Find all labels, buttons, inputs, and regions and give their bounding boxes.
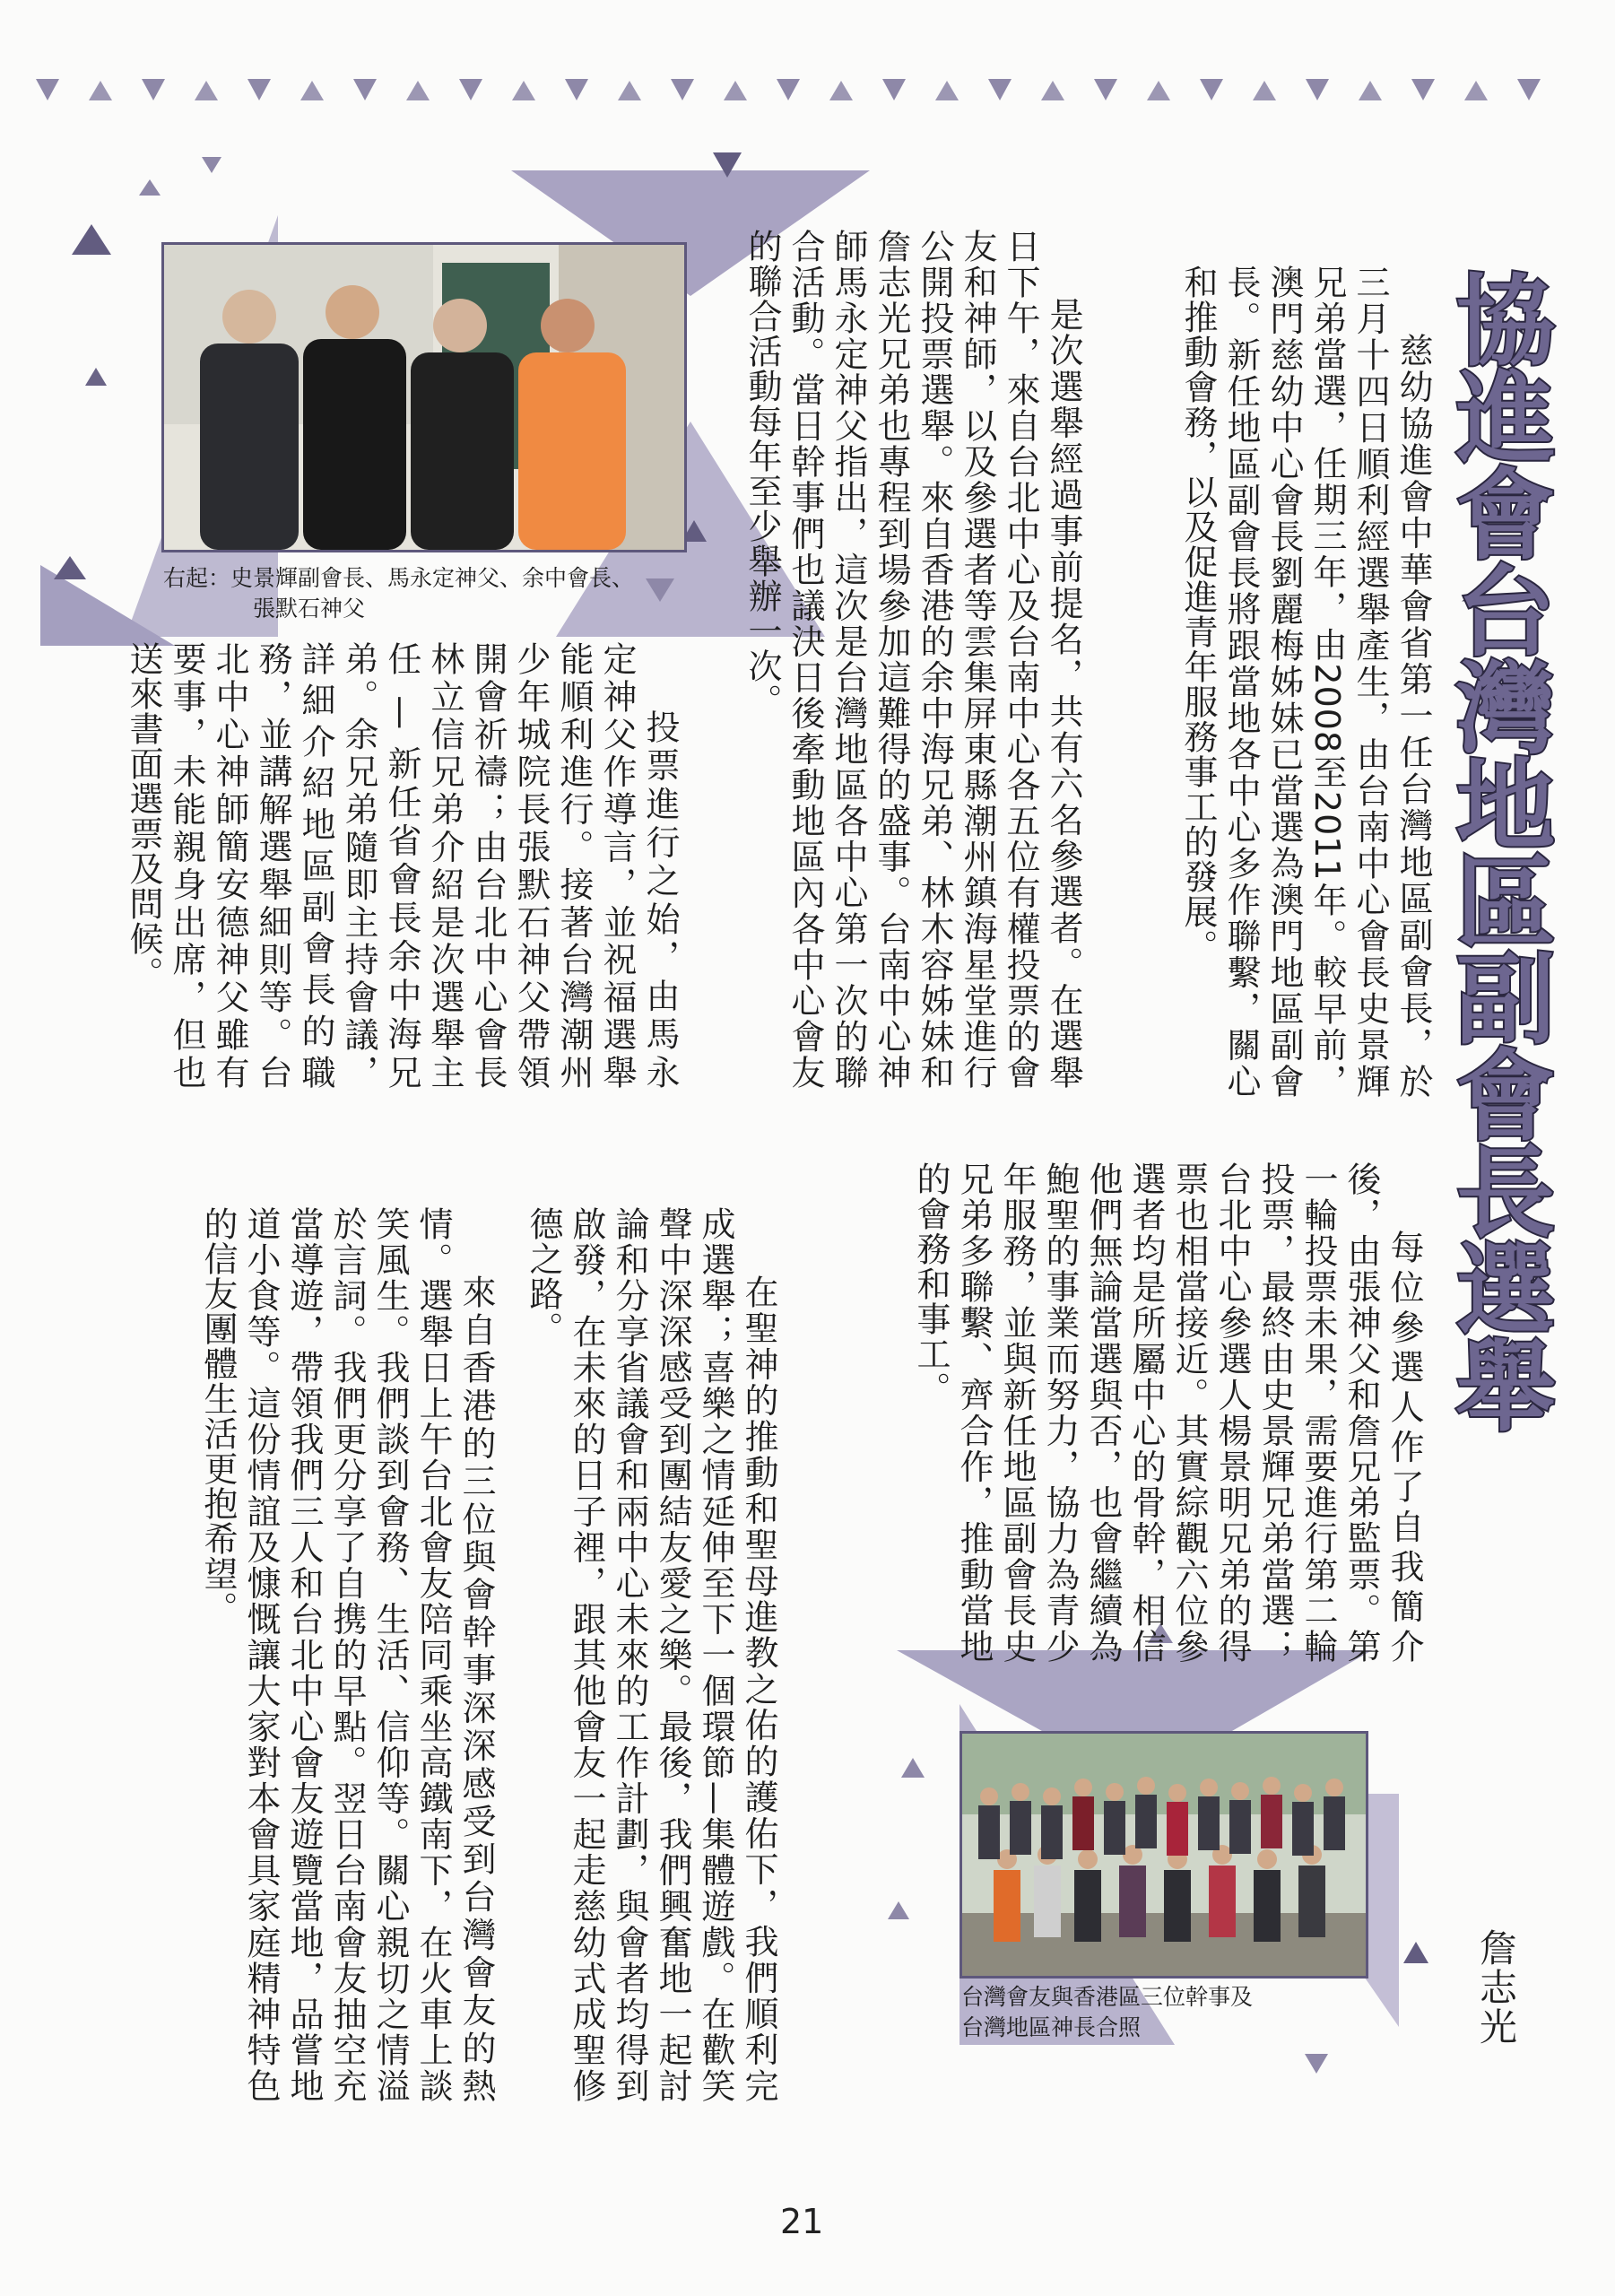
- border-triangle: [671, 79, 694, 100]
- border-triangle: [300, 81, 324, 100]
- border-triangle: [1359, 81, 1382, 100]
- border-triangle: [1464, 81, 1488, 100]
- triangle-border: [36, 79, 1578, 115]
- border-triangle: [777, 79, 800, 100]
- border-triangle: [829, 81, 853, 100]
- border-triangle: [512, 81, 535, 100]
- author-name: 詹志光: [1474, 1928, 1518, 2047]
- border-triangle: [1200, 79, 1223, 100]
- border-triangle: [195, 81, 218, 100]
- photo1-caption-line1: 右起：史景輝副會長、馬永定神父、余中會長、: [163, 565, 635, 591]
- photo2-caption-line1: 台灣會友與香港區三位幹事及: [961, 1984, 1254, 2010]
- text-block-bottom-middle: [511, 1206, 780, 2103]
- border-triangle: [988, 79, 1012, 100]
- text-block-top-left: [124, 641, 682, 1090]
- border-triangle: [89, 81, 112, 100]
- photo2-caption: [961, 1982, 1374, 2043]
- text-block-bottom-left: [166, 1206, 498, 2103]
- border-triangle: [1147, 81, 1170, 100]
- paragraph: 每位參選人作了自我簡介後，由張神父和詹兄弟監票。第一輪投票未果，需要進行第二輪投票，最終由史景輝兄弟當選；台北中心參選人楊景明兄弟的得票也相當接近。其實綜觀六位參選者均是所屬中心的骨幹，相信他們無論當選與否，也會繼續為鮑聖的事業而努力，協力為青少年服務，並與新任地區副會長史兄弟多聯繫、齊合作，推動當地的會務和事工。: [911, 1161, 1424, 1664]
- border-triangle: [353, 79, 377, 100]
- paragraph: 來自香港的三位與會幹事深深感受到台灣會友的熱情。選舉日上午台北會友陪同乘坐高鐵南下，在火車上談笑風生。我們談到會務、生活、信仰等。關心親切之情溢於言詞。我們更分享了自携的早點。翌日台南會友抽空充當導遊，帶領我們三人和台北中心會友遊覽當地，品嘗地道小食等。這份情誼及慷慨讓大家對本會具家庭精神特色的信友團體生活更抱希望。: [198, 1206, 496, 2103]
- photo1-caption-line2: 張默石神父: [253, 596, 366, 622]
- border-triangle: [1411, 79, 1435, 100]
- paragraph: 慈幼協進會中華會省第一任台灣地區副會長，於三月十四日順利經選舉產生，由台南中心會長史景輝兄弟當選，任期三年，由2008至2011年。較早前，澳門慈幼中心會長劉麗梅姊妹已當選為澳門地區副會長。新任地區副會長將跟當地各中心多作聯繫，關心和推動會務，以及促進青年服務事工的發展。: [1178, 265, 1433, 1099]
- text-block-top-middle: [735, 229, 1085, 1090]
- page-title: 協進會台灣地區副會長選舉: [1440, 269, 1555, 1431]
- border-triangle: [1253, 81, 1276, 100]
- page-number: 21: [780, 2202, 824, 2241]
- paragraph: 投票進行之始，由馬永定神父作導言，並祝福選舉能順利進行。接著台灣潮州少年城院長張默石神父帶領開會祈禱；由台北中心會長林立信兄弟介紹是次選舉主任 — 新任省會長余中海兄弟。余兄弟隨即主持會議，詳細介紹地區副會長的職務，並講解選舉細則等。台北中心神師簡安德神父雖有要事，未能親身出席，但也送來書面選票及問候。: [124, 641, 680, 1090]
- border-triangle: [1094, 79, 1117, 100]
- border-triangle: [935, 81, 959, 100]
- text-block-top-right: [1103, 265, 1435, 1099]
- group-photo-four-people: [161, 242, 687, 552]
- border-triangle: [36, 79, 59, 100]
- border-triangle: [406, 81, 430, 100]
- border-triangle: [1517, 79, 1541, 100]
- photo-four-men-image: [164, 245, 684, 550]
- photo2-caption-line2: 台灣地區神長合照: [961, 2014, 1142, 2040]
- border-triangle: [247, 79, 271, 100]
- border-triangle: [1306, 79, 1329, 100]
- paragraph: 在聖神的推動和聖母進教之佑的護佑下，我們順利完成選舉；喜樂之情延伸至下一個環節—集體遊戲。在歡笑聲中深深感受到團結友愛之樂。最後，我們興奮地一起討論和分享省議會和兩中心未來的工作計劃，與會者均得到啟發，在未來的日子裡，跟其他會友一起走慈幼式成聖修德之路。: [524, 1206, 778, 2103]
- border-triangle: [565, 79, 588, 100]
- border-triangle: [618, 81, 641, 100]
- photo-group-image: [962, 1734, 1366, 1976]
- group-photo-members: [959, 1731, 1368, 1979]
- photo1-caption: [163, 563, 683, 624]
- border-triangle: [882, 79, 906, 100]
- border-triangle: [724, 81, 747, 100]
- border-triangle: [1041, 81, 1064, 100]
- paragraph: 是次選舉經過事前提名，共有六名參選者。在選舉日下午，來自台北中心及台南中心各五位有權投票的會友和神師，以及參選者等雲集屏東縣潮州鎮海星堂進行公開投票選舉。來自香港的余中海兄弟、林木容姊妹和詹志光兄弟也專程到場參加這難得的盛事。台南中心神師馬永定神父指出，這次是台灣地區各中心第一次的聯合活動。當日幹事們也議決日後牽動地區內各中心會友的聯合活動每年至少舉辦一次。: [742, 229, 1083, 1090]
- text-block-bottom-right: [798, 1161, 1426, 1664]
- border-triangle: [142, 79, 165, 100]
- border-triangle: [459, 79, 482, 100]
